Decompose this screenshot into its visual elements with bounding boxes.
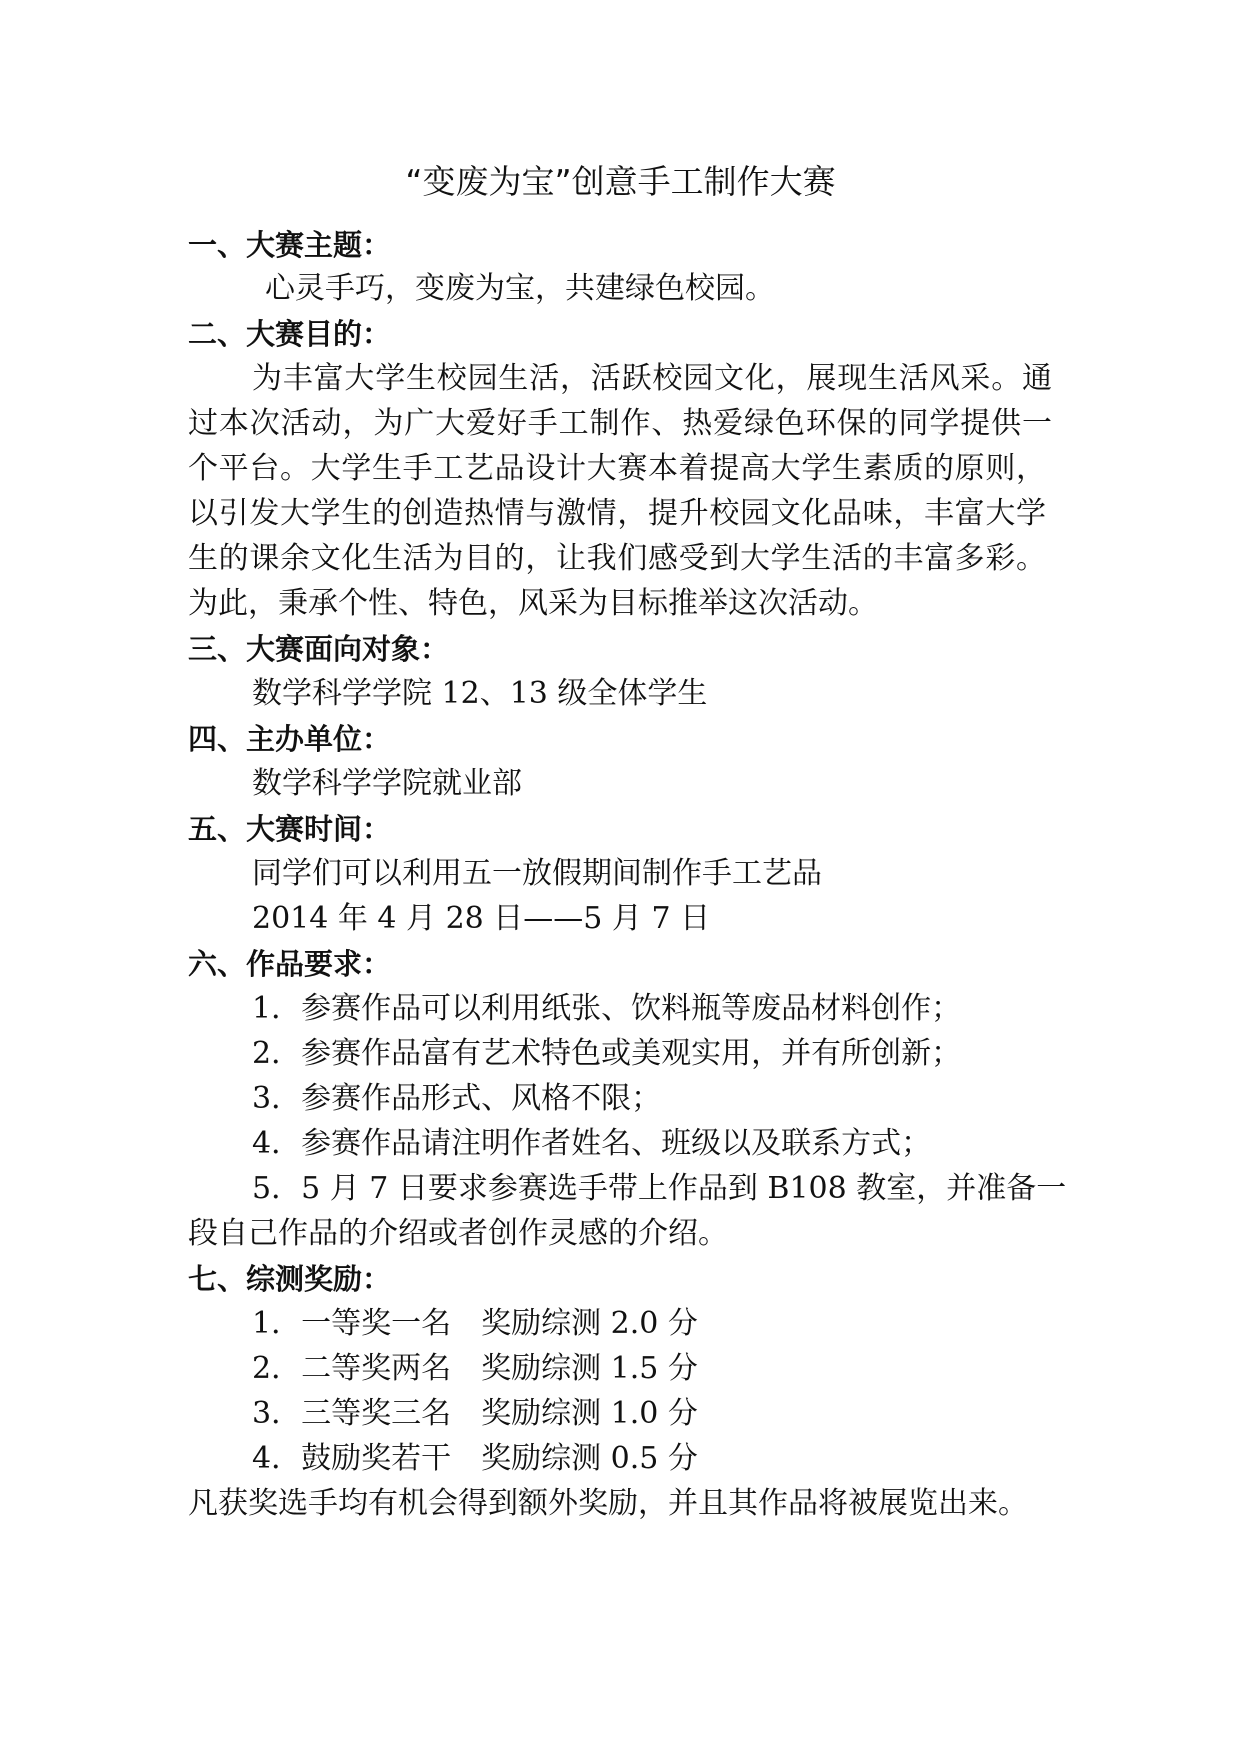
organizer-text: 数学科学学院就业部 (252, 766, 522, 801)
section-heading-time: 五、大赛时间： (188, 812, 392, 846)
time-line: 2014 年 4 月 28 日——5 月 7 日 (252, 901, 711, 936)
time-line: 同学们可以利用五一放假期间制作手工艺品 (252, 856, 822, 891)
award-prize: 1．一等奖一名 (252, 1306, 452, 1341)
purpose-line: 为丰富大学生校园生活，活跃校园文化，展现生活风采。通 (252, 361, 1052, 396)
purpose-line: 以引发大学生的创造热情与激情，提升校园文化品味，丰富大学 (188, 496, 1046, 531)
audience-text: 数学科学学院 12、13 级全体学生 (252, 676, 708, 711)
requirement-item: 3．参赛作品形式、风格不限； (252, 1081, 662, 1116)
award-row (252, 1393, 698, 1435)
purpose-line: 个平台。大学生手工艺品设计大赛本着提高大学生素质的原则， (188, 451, 1046, 486)
award-reward: 奖励综测 0.5 分 (481, 1441, 698, 1476)
section-heading-theme: 一、大赛主题： (188, 228, 392, 262)
theme-text: 心灵手巧，变废为宝，共建绿色校园。 (265, 271, 775, 306)
requirement-item: 5．5 月 7 日要求参赛选手带上作品到 B108 教室，并准备一 (252, 1171, 1067, 1206)
section-heading-purpose: 二、大赛目的： (188, 317, 392, 351)
purpose-line: 生的课余文化生活为目的，让我们感受到大学生活的丰富多彩。 (188, 541, 1046, 576)
award-prize: 2．二等奖两名 (252, 1351, 452, 1386)
document-title: “变废为宝”创意手工制作大赛 (405, 162, 836, 201)
awards-closing: 凡获奖选手均有机会得到额外奖励，并且其作品将被展览出来。 (188, 1486, 1028, 1521)
award-reward: 奖励综测 1.0 分 (481, 1396, 698, 1431)
award-row (252, 1438, 698, 1480)
award-row (252, 1348, 698, 1390)
award-prize: 3．三等奖三名 (252, 1396, 452, 1431)
requirement-item-continuation: 段自己作品的介绍或者创作灵感的介绍。 (188, 1216, 728, 1251)
section-heading-awards: 七、综测奖励： (188, 1262, 392, 1296)
award-prize: 4．鼓励奖若干 (252, 1441, 452, 1476)
requirement-item: 1．参赛作品可以利用纸张、饮料瓶等废品材料创作； (252, 991, 962, 1026)
requirement-item: 2．参赛作品富有艺术特色或美观实用，并有所创新； (252, 1036, 962, 1071)
purpose-line: 过本次活动，为广大爱好手工制作、热爱绿色环保的同学提供一 (188, 406, 1052, 441)
section-heading-requirements: 六、作品要求： (188, 947, 392, 981)
requirement-item: 4．参赛作品请注明作者姓名、班级以及联系方式； (252, 1126, 932, 1161)
section-heading-audience: 三、大赛面向对象： (188, 632, 450, 666)
award-row (252, 1303, 698, 1345)
purpose-line: 为此，秉承个性、特色，风采为目标推举这次活动。 (188, 586, 878, 621)
award-reward: 奖励综测 2.0 分 (481, 1306, 698, 1341)
award-reward: 奖励综测 1.5 分 (481, 1351, 698, 1386)
section-heading-organizer: 四、主办单位： (188, 722, 392, 756)
